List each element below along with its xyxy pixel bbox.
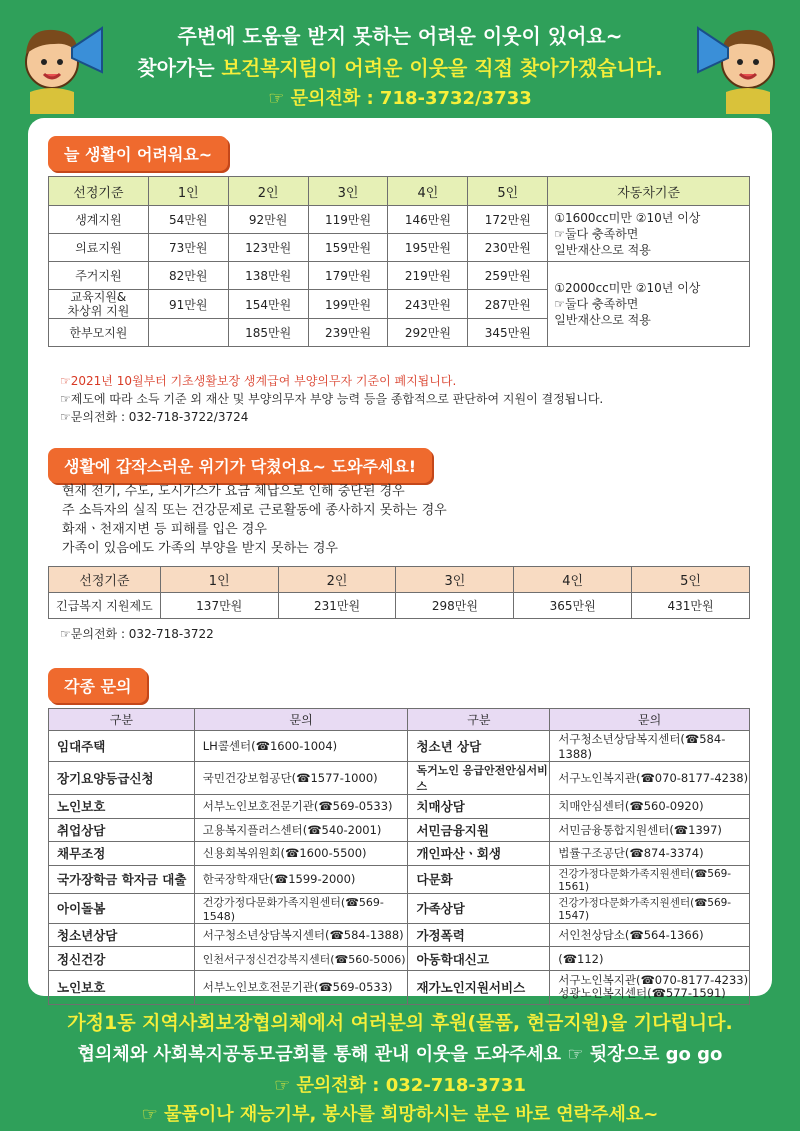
contact: 고용복지플러스센터(☎540-2001) (194, 818, 408, 842)
header-cell: 선정기준 (49, 567, 161, 593)
contact: 서부노인보호전문기관(☎569-0533) (194, 970, 408, 1004)
contact: 한국장학재단(☎1599-2000) (194, 865, 408, 893)
header-cell: 구분 (408, 709, 550, 731)
contact: 인천서구정신건강복지센터(☎560-5006) (194, 947, 408, 971)
category: 아동학대신고 (408, 947, 550, 971)
contact: 치매안심센터(☎560-0920) (550, 795, 750, 819)
contact: 서구청소년상담복지센터(☎584-1388) (194, 923, 408, 947)
table-row (49, 206, 750, 234)
main-card (28, 118, 772, 1001)
table-row (49, 818, 750, 842)
cell: 54만원 (148, 206, 228, 234)
contact: 서인천상담소(☎564-1366) (550, 923, 750, 947)
category: 채무조정 (49, 842, 195, 866)
contact: 서구청소년상담복지센터(☎584-1388) (550, 731, 750, 762)
header-cell: 2인 (228, 177, 308, 206)
header-line-2-highlight: 보건복지팀이 어려운 이웃을 직접 찾아가겠습니다. (221, 56, 663, 80)
category: 독거노인 응급안전안심서비스 (408, 762, 550, 795)
header-cell: 자동차기준 (548, 177, 750, 206)
living-support-table (48, 176, 750, 347)
section1-title: 늘 생활이 어려워요~ (48, 136, 228, 171)
cell: 219만원 (388, 262, 468, 290)
cell: 179만원 (308, 262, 388, 290)
cell: 365만원 (514, 593, 632, 619)
header-cell: 2인 (278, 567, 396, 593)
header-cell: 4인 (514, 567, 632, 593)
row-label: 긴급복지 지원제도 (49, 593, 161, 619)
list-item: 주 소득자의 실직 또는 건강문제로 근로활동에 종사하지 못하는 경우 (62, 503, 447, 518)
category: 서민금융지원 (408, 818, 550, 842)
list-item: 현재 전기, 수도, 도시가스가 요금 체납으로 인해 중단된 경우 (62, 484, 405, 499)
cell: 298만원 (396, 593, 514, 619)
category: 청소년 상담 (408, 731, 550, 762)
header-cell: 선정기준 (49, 177, 149, 206)
table-header-row (49, 177, 750, 206)
contact: 서민금융통합지원센터(☎1397) (550, 818, 750, 842)
cell: 91만원 (148, 290, 228, 319)
table-row (49, 731, 750, 762)
cell: 199만원 (308, 290, 388, 319)
contact: 건강가정다문화가족지원센터(☎569-1561) (550, 865, 750, 893)
table-row (49, 842, 750, 866)
header-phone: ☞ 문의전화 : 718-3732/3733 (268, 88, 532, 109)
footer-phone: ☞ 문의전화 : 032-718-3731 (274, 1075, 526, 1096)
category: 다문화 (408, 865, 550, 893)
cell: 431만원 (632, 593, 750, 619)
category: 치매상담 (408, 795, 550, 819)
table-row (49, 795, 750, 819)
cell: 137만원 (160, 593, 278, 619)
header-cell: 1인 (148, 177, 228, 206)
table-row (49, 923, 750, 947)
category: 청소년상담 (49, 923, 195, 947)
cell: 154만원 (228, 290, 308, 319)
contact: 신용회복위원회(☎1600-5500) (194, 842, 408, 866)
contact: 국민건강보험공단(☎1577-1000) (194, 762, 408, 795)
contact: 서구노인복지관(☎070-8177-4233) 성광노인복지센터(☎577-1591) (550, 970, 750, 1004)
table-row (49, 865, 750, 893)
inquiry-table (48, 708, 750, 1005)
cell (148, 319, 228, 347)
vehicle-criteria-2: ①2000cc미만 ②10년 이상 ☞둘다 충족하면 일반재산으로 적용 (548, 262, 750, 347)
cell: 287만원 (468, 290, 548, 319)
cell: 292만원 (388, 319, 468, 347)
cell: 146만원 (388, 206, 468, 234)
contact: LH콜센터(☎1600-1004) (194, 731, 408, 762)
header-cell: 1인 (160, 567, 278, 593)
row-label: 한부모지원 (49, 319, 149, 347)
list-item: 가족이 있음에도 가족의 부양을 받지 못하는 경우 (62, 541, 338, 556)
footer-line-4: ☞ 물품이나 재능기부, 봉사를 희망하시는 분은 바로 연락주세요~ (141, 1104, 659, 1125)
cell: 119만원 (308, 206, 388, 234)
category: 장기요양등급신청 (49, 762, 195, 795)
contact: 법률구조공단(☎874-3374) (550, 842, 750, 866)
header-line-2-plain: 찾아가는 (137, 56, 222, 80)
cell: 230만원 (468, 234, 548, 262)
cell: 138만원 (228, 262, 308, 290)
contact: (☎112) (550, 947, 750, 971)
category: 정신건강 (49, 947, 195, 971)
header-cell: 구분 (49, 709, 195, 731)
note-abolition: ☞2021년 10월부터 기초생활보장 생계급여 부양의무자 기준이 폐지됩니다. (60, 374, 457, 388)
table-row (49, 893, 750, 923)
cell: 243만원 (388, 290, 468, 319)
category: 노인보호 (49, 795, 195, 819)
cell: 92만원 (228, 206, 308, 234)
cell: 159만원 (308, 234, 388, 262)
header-cell: 5인 (468, 177, 548, 206)
header-cell: 문의 (550, 709, 750, 731)
row-label: 주거지원 (49, 262, 149, 290)
row-label: 교육지원& 차상위 지원 (49, 290, 149, 319)
category: 가정폭력 (408, 923, 550, 947)
table-header-row (49, 709, 750, 731)
cell: 172만원 (468, 206, 548, 234)
contact: 서부노인보호전문기관(☎569-0533) (194, 795, 408, 819)
header-cell: 5인 (632, 567, 750, 593)
category: 국가장학금 학자금 대출 (49, 865, 195, 893)
cell: 195만원 (388, 234, 468, 262)
section2-title: 생활에 갑작스러운 위기가 닥쳤어요~ 도와주세요! (48, 448, 432, 483)
category: 개인파산ㆍ회생 (408, 842, 550, 866)
table-row (49, 262, 750, 290)
footer-line-2: 협의체와 사회복지공동모금회를 통해 관내 이웃을 도와주세요 ☞ 뒷장으로 go go (77, 1044, 723, 1065)
contact: 서구노인복지관(☎070-8177-4238) (550, 762, 750, 795)
table-row (49, 762, 750, 795)
header-line-1: 주변에 도움을 받지 못하는 어려운 이웃이 있어요~ (177, 24, 623, 48)
emergency-support-table (48, 566, 750, 619)
category: 취업상담 (49, 818, 195, 842)
cell: 231만원 (278, 593, 396, 619)
section3-title: 각종 문의 (48, 668, 147, 703)
cell: 345만원 (468, 319, 548, 347)
cell: 73만원 (148, 234, 228, 262)
cell: 185만원 (228, 319, 308, 347)
header-cell: 문의 (194, 709, 408, 731)
vehicle-criteria-1: ①1600cc미만 ②10년 이상 ☞둘다 충족하면 일반재산으로 적용 (548, 206, 750, 262)
note-criteria: ☞제도에 따라 소득 기준 외 재산 및 부양의무자 부양 능력 등을 종합적으로 판단하여 지원이 결정됩니다. (60, 392, 604, 406)
header-cell: 4인 (388, 177, 468, 206)
cell: 123만원 (228, 234, 308, 262)
category: 재가노인지원서비스 (408, 970, 550, 1004)
header-line-2 (0, 52, 800, 81)
crisis-list (62, 482, 447, 558)
header-cell: 3인 (308, 177, 388, 206)
category: 노인보호 (49, 970, 195, 1004)
table-row (49, 593, 750, 619)
cell: 259만원 (468, 262, 548, 290)
category: 가족상담 (408, 893, 550, 923)
row-label: 생계지원 (49, 206, 149, 234)
section1-notes (60, 372, 603, 426)
category: 아이돌봄 (49, 893, 195, 923)
row-label: 의료지원 (49, 234, 149, 262)
list-item: 화재ㆍ천재지변 등 피해를 입은 경우 (62, 522, 267, 537)
footer-line-1: 가정1동 지역사회보장협의체에서 여러분의 후원(물품, 현금지원)을 기다립니다. (67, 1012, 733, 1034)
table-header-row (49, 567, 750, 593)
note-phone: ☞문의전화 : 032-718-3722/3724 (60, 410, 249, 424)
category: 임대주택 (49, 731, 195, 762)
contact: 건강가정다문화가족지원센터(☎569-1547) (550, 893, 750, 923)
contact: 건강가정다문화가족지원센터(☎569-1548) (194, 893, 408, 923)
section2-phone: ☞문의전화 : 032-718-3722 (60, 627, 214, 641)
cell: 239만원 (308, 319, 388, 347)
table-row (49, 970, 750, 1004)
header (0, 0, 800, 118)
cell: 82만원 (148, 262, 228, 290)
table-row (49, 947, 750, 971)
header-cell: 3인 (396, 567, 514, 593)
